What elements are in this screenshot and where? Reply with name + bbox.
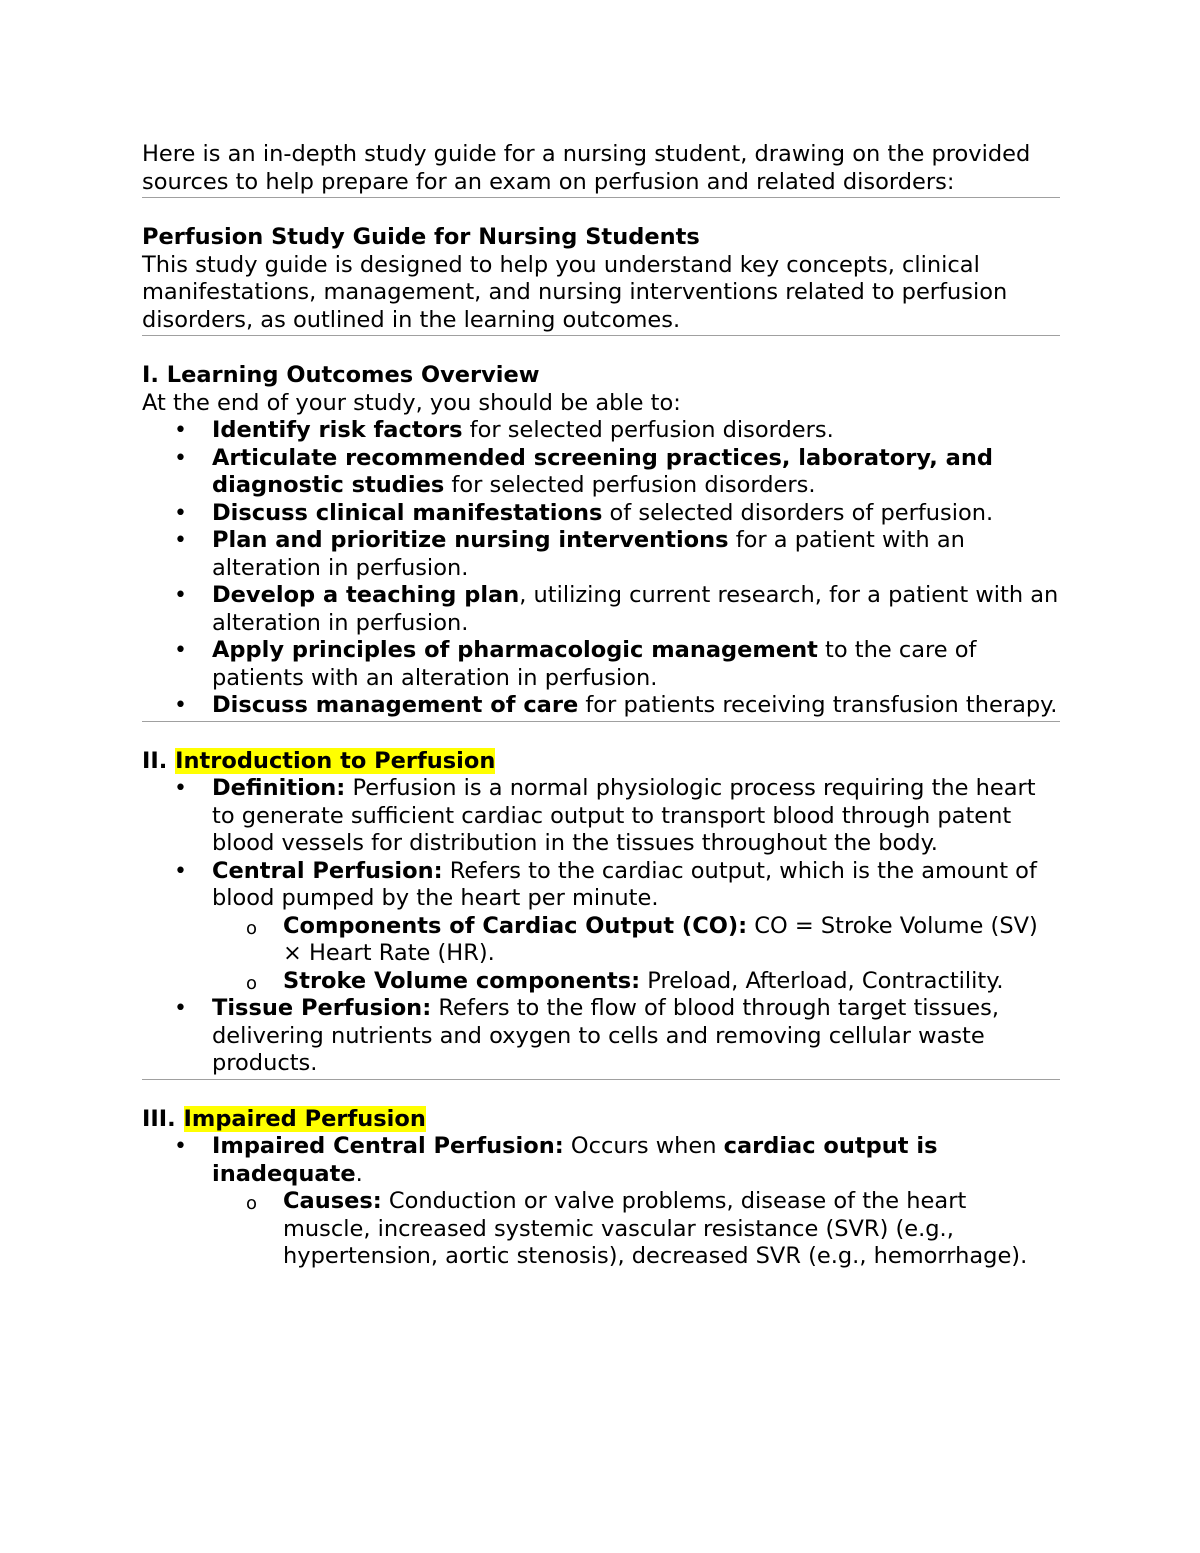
section-1-number: I. bbox=[142, 362, 167, 388]
list-item bbox=[142, 500, 1060, 528]
section-1-title: Learning Outcomes Overview bbox=[166, 362, 540, 388]
list-item bbox=[142, 417, 1060, 445]
item-text: for selected perfusion disorders. bbox=[462, 417, 834, 443]
bullet-icon: • bbox=[174, 583, 187, 608]
item-bold: Discuss clinical manifestations bbox=[212, 499, 603, 526]
item-bold: Articulate recommended screening practices, laboratory, and diagnostic studies bbox=[212, 444, 993, 498]
sub-list bbox=[212, 913, 1060, 996]
item-text: for patients receiving transfusion therapy. bbox=[578, 692, 1058, 718]
guide-description: This study guide is designed to help you understand key concepts, clinical manifestations, management, and nursing interventions related to perfusion disorders, as outlined in the learning outcomes. bbox=[142, 251, 1008, 333]
section-3-number: III. bbox=[142, 1105, 184, 1132]
sub-list-item bbox=[142, 1188, 1060, 1271]
circle-bullet-icon: o bbox=[246, 917, 258, 939]
item-text: Conduction or valve problems, disease of the heart muscle, increased systemic vascular resistance (SVR) (e.g., hypertension, aortic stenosis), decreased SVR (e.g., hemorrhage). bbox=[283, 1188, 1028, 1269]
bullet-icon: • bbox=[174, 638, 187, 663]
item-bold: Identify risk factors bbox=[212, 417, 463, 443]
item-bold: Discuss management of care bbox=[212, 692, 579, 718]
bullet-icon: • bbox=[174, 418, 187, 443]
list-item bbox=[142, 637, 1060, 692]
circle-bullet-icon: o bbox=[246, 972, 258, 994]
bullet-icon: • bbox=[174, 500, 187, 526]
perfusion-intro-list bbox=[142, 775, 1060, 1078]
list-item bbox=[142, 1133, 1060, 1271]
item-text: Refers to the cardiac output, which is the amount of blood pumped by the heart per minute. bbox=[212, 857, 1037, 911]
item-bold-2: cardiac output is inadequate bbox=[212, 1133, 938, 1187]
item-bold: Stroke Volume components: bbox=[283, 967, 641, 994]
item-bold: Components of Cardiac Output (CO): bbox=[283, 912, 748, 939]
item-bold: Apply principles of pharmacologic management bbox=[212, 637, 818, 663]
sub-list-item bbox=[142, 968, 1060, 996]
list-item bbox=[142, 445, 1060, 500]
divider bbox=[142, 335, 1060, 336]
bullet-icon: • bbox=[174, 858, 187, 884]
section-2-title: Introduction to Perfusion bbox=[175, 747, 496, 774]
item-text: of selected disorders of perfusion. bbox=[602, 499, 994, 526]
section-3-title: Impaired Perfusion bbox=[183, 1105, 426, 1132]
bullet-icon: • bbox=[174, 1134, 187, 1159]
bullet-icon: • bbox=[174, 776, 187, 801]
item-text: , utilizing current research, for a patient with an alteration in perfusion. bbox=[212, 582, 1059, 636]
list-item bbox=[142, 582, 1060, 637]
item-text: Perfusion is a normal physiologic process requiring the heart to generate sufficient cardiac output to transport blood through patent blood vessels for distribution in the tissues throughout the body. bbox=[212, 775, 1036, 856]
bullet-icon: • bbox=[174, 693, 187, 718]
item-bold: Plan and prioritize nursing interventions bbox=[212, 527, 729, 553]
item-bold: Develop a teaching plan bbox=[212, 582, 520, 608]
bullet-icon: • bbox=[174, 528, 187, 553]
item-text: Refers to the flow of blood through target tissues, delivering nutrients and oxygen to cells and removing cellular waste products. bbox=[212, 995, 999, 1076]
intro-paragraph: Here is an in-depth study guide for a nursing student, drawing on the provided sources to help prepare for an exam on perfusion and related disorders: bbox=[142, 141, 1031, 195]
section-2-heading bbox=[142, 748, 1060, 776]
divider bbox=[142, 1079, 1060, 1080]
section-1-heading bbox=[142, 362, 1060, 390]
sub-list-item bbox=[142, 913, 1060, 968]
list-item bbox=[142, 527, 1060, 582]
item-text: Preload, Afterload, Contractility. bbox=[640, 967, 1004, 994]
item-text: to the care of patients with an alteration in perfusion. bbox=[212, 637, 977, 691]
item-bold: Causes: bbox=[283, 1188, 382, 1214]
section-2-number: II. bbox=[142, 747, 176, 774]
item-text-2: . bbox=[355, 1160, 363, 1187]
item-text: Occurs when bbox=[563, 1133, 724, 1159]
circle-bullet-icon: o bbox=[246, 1193, 258, 1214]
item-text: for a patient with an alteration in perfusion. bbox=[212, 527, 965, 581]
item-text: for selected perfusion disorders. bbox=[444, 472, 816, 498]
section-3-heading bbox=[142, 1106, 1060, 1134]
list-item bbox=[142, 775, 1060, 858]
guide-title: Perfusion Study Guide for Nursing Students bbox=[142, 224, 700, 250]
list-item bbox=[142, 858, 1060, 996]
item-bold: Tissue Perfusion: bbox=[212, 995, 432, 1021]
section-1-lead: At the end of your study, you should be able to: bbox=[142, 389, 681, 416]
bullet-icon: • bbox=[174, 445, 187, 471]
divider bbox=[142, 197, 1060, 198]
item-bold: Impaired Central Perfusion: bbox=[212, 1133, 564, 1159]
list-item bbox=[142, 692, 1060, 720]
item-bold: Definition: bbox=[212, 775, 346, 801]
learning-outcomes-list bbox=[142, 417, 1060, 720]
sub-list bbox=[212, 1188, 1060, 1271]
item-text: CO = Stroke Volume (SV) × Heart Rate (HR). bbox=[283, 912, 1038, 966]
document-page bbox=[142, 141, 1060, 1271]
list-item bbox=[142, 995, 1060, 1078]
impaired-perfusion-list bbox=[142, 1133, 1060, 1271]
item-bold: Central Perfusion: bbox=[212, 857, 443, 884]
divider bbox=[142, 721, 1060, 722]
bullet-icon: • bbox=[174, 996, 187, 1021]
